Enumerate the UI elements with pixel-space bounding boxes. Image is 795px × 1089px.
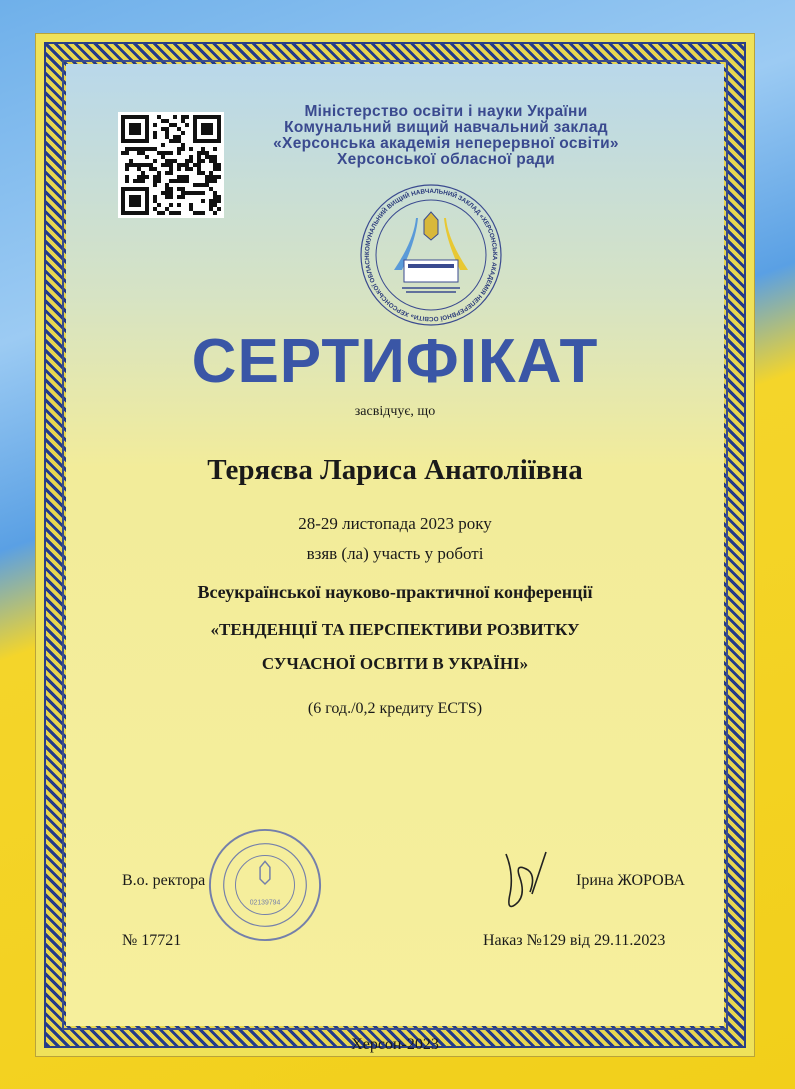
qr-code	[118, 112, 224, 218]
ministry-line-2: Комунальний вищий навчальний заклад	[284, 119, 608, 136]
ministry-line-1: Міністерство освіти і науки України	[304, 103, 588, 120]
signer-name: Ірина ЖОРОВА	[576, 872, 685, 889]
signature	[486, 834, 576, 924]
certificate-frame	[36, 34, 754, 1056]
event-theme-line-2: СУЧАСНОЇ ОСВІТИ В УКРАЇНІ»	[261, 654, 529, 673]
official-stamp	[206, 826, 324, 944]
hours-credits: (6 год./0,2 кредиту ECTS)	[307, 700, 483, 717]
ministry-header	[216, 104, 676, 168]
participation-text: взяв (ла) участь у роботі	[306, 544, 484, 563]
event-theme-line-1: «ТЕНДЕНЦІЇ ТА ПЕРСПЕКТИВИ РОЗВИТКУ	[210, 620, 580, 639]
certificate-title: СЕРТИФІКАТ	[191, 327, 599, 396]
recipient-name: Теряєва Лариса Анатоліївна	[207, 454, 583, 486]
academy-emblem	[356, 180, 506, 330]
ministry-line-4: Херсонської обласної ради	[337, 151, 555, 168]
certificate-number: № 17721	[122, 932, 182, 949]
ministry-line-3: «Херсонська академія неперервної освіти»	[273, 135, 619, 152]
order-reference: Наказ №129 від 29.11.2023	[483, 932, 666, 949]
rector-label: В.о. ректора	[122, 872, 206, 889]
stamp-code: 02139794	[249, 899, 281, 907]
emblem-ring-text: КОМУНАЛЬНИЙ ВИЩИЙ НАВЧАЛЬНИЙ ЗАКЛАД «ХЕРСОНСЬКА АКАДЕМІЯ НЕПЕРЕРВНОЇ ОСВІТИ» ХЕРСОНСЬКОЇ ОБЛАСН	[363, 187, 499, 323]
certifies-text: засвідчує, що	[354, 404, 436, 419]
city-year: Херсон-2023	[351, 1036, 439, 1053]
event-date: 28-29 листопада 2023 року	[298, 514, 492, 533]
certificate-body	[66, 64, 724, 1053]
event-name: Всеукраїнської науково-практичної конференції	[197, 582, 593, 602]
